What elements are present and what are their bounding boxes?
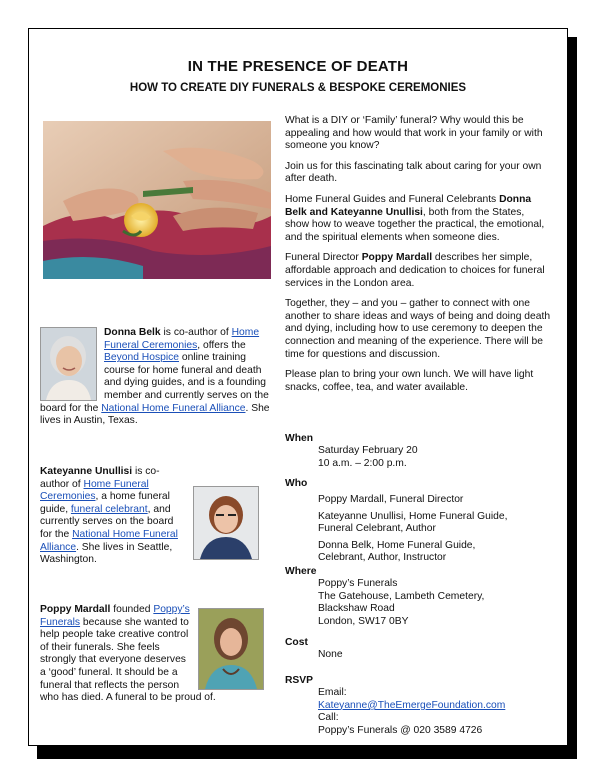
rsvp-section [285,675,551,737]
rsvp-email-link[interactable]: Kateyanne@TheEmergeFoundation.com [318,699,506,711]
who-person: Donna Belk, Home Funeral Guide, Celebrant, Author, Instructor [318,539,476,564]
lunch-paragraph: Please plan to bring your own lunch. We will have light snacks, coffee, tea, and water available. [285,369,534,393]
kateyanne-unullisi-portrait [193,486,259,560]
where-line: Poppy’s Funerals [318,578,398,590]
cost-section [285,637,551,662]
intro-question: What is a DIY or ‘Family’ funeral? Why would this be appealing and how would that work in your family or with someone you know? [285,115,543,152]
who-label: Who [285,478,308,489]
event-description [285,115,551,402]
where-section [285,566,551,628]
who-section [285,478,525,564]
who-person: Kateyanne Unullisi, Home Funeral Guide, Funeral Celebrant, Author [318,510,508,535]
where-line: London, SW17 0BY [318,615,409,627]
together-paragraph: Together, they – and you – gather to connect with one another to share ideas and ways of being and doing death and dying, including how to use ceremony to deepen the connection and meaning of the experience. There will be time for questions and discussion. [285,298,551,360]
who-person: Poppy Mardall, Funeral Director [318,494,464,506]
page-title: IN THE PRESENCE OF DEATH [187,58,409,75]
poppys-funerals-link[interactable]: Poppy’s Funerals [40,604,190,628]
intro-invite: Join us for this fascinating talk about caring for your own after death. [285,160,542,185]
funeral-celebrant-link[interactable]: funeral celebrant [70,503,148,515]
where-line: The Gatehouse, Lambeth Cemetery, [318,590,485,602]
national-home-funeral-alliance-link-2[interactable]: National Home Funeral Alliance [40,528,178,553]
where-line: Blackshaw Road [318,603,395,615]
rsvp-label: RSVP [285,675,314,686]
guides-paragraph: Home Funeral Guides and Funeral Celebrants Donna Belk and Kateyanne Unullisi, both from the States, show how to weave together the practical, the emotional, and the spiritual elements when someone dies. [285,193,545,243]
cost-label: Cost [285,637,308,648]
event-date: Saturday February 20 [318,445,418,457]
email-label: Email: [318,687,347,699]
beyond-hospice-link[interactable]: Beyond Hospice [104,352,179,364]
flyer-page [28,28,568,746]
when-section [285,433,551,470]
home-funeral-ceremonies-link-2[interactable]: Home Funeral Ceremonies [40,478,149,503]
hands-with-rose-photo [43,121,271,279]
where-label: Where [285,566,317,577]
rsvp-phone: Poppy’s Funerals @ 020 3589 4726 [318,724,483,736]
page-subtitle: HOW TO CREATE DIY FUNERALS & BESPOKE CEREMONIES [129,82,467,94]
when-label: When [285,433,314,444]
kateyanne-unullisi-bio: Kateyanne Unullisi is co-author of Home Funeral Ceremonies, a home funeral guide, funeral celebrant, and currently serves on the board for the National Home Funeral Alliance. She lives in Seattle, Washington. [40,466,178,566]
director-paragraph: Funeral Director Poppy Mardall describes her simple, affordable approach and dedication to choices for funeral services in the London area. [285,252,545,289]
event-time: 10 a.m. – 2:00 p.m. [318,457,407,469]
home-funeral-ceremonies-link[interactable]: Home Funeral Ceremonies [104,327,260,351]
national-home-funeral-alliance-link[interactable]: National Home Funeral Alliance [101,402,246,414]
cost-value: None [318,649,343,661]
poppy-mardall-bio: Poppy Mardall founded Poppy’s Funerals because she wanted to help people take creative control of their funerals. She feels strongly that everyone deserves a ‘good’ funeral. It should be a funeral that reflects the person who has died. A funeral to be proud of. [40,604,216,704]
call-label: Call: [318,712,339,724]
donna-belk-bio: Donna Belk is co-author of Home Funeral Ceremonies, offers the Beyond Hospice online training course for home funeral and death and dying guides, and is a founding member and currently serves on the board for the National Home Funeral Alliance. She lives in Austin, Texas. [40,327,270,427]
